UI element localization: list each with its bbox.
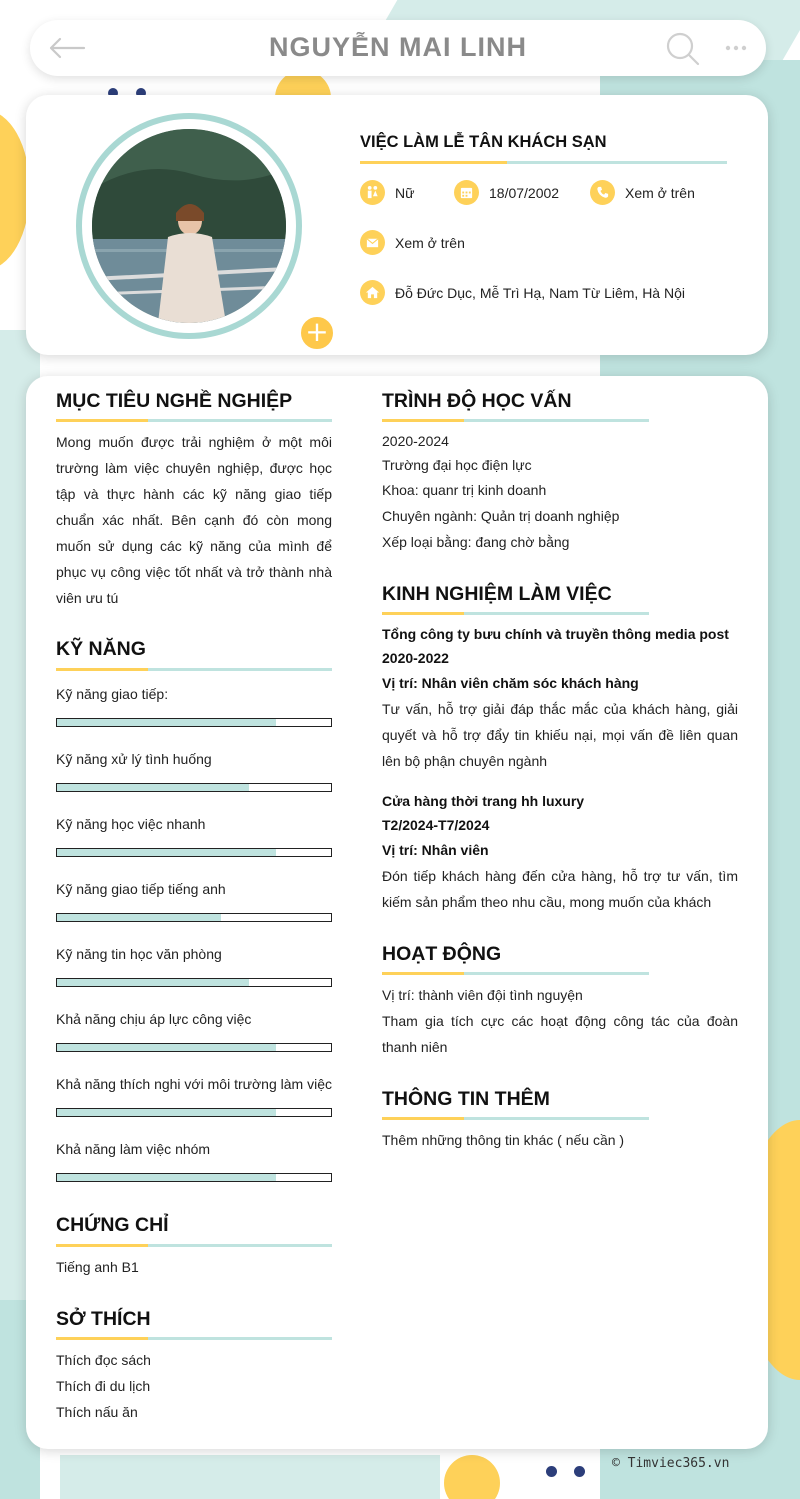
- job-company: Cửa hàng thời trang hh luxury: [382, 793, 585, 809]
- header-bar: [30, 20, 766, 76]
- email-value: Xem ở trên: [395, 234, 465, 251]
- skill-level-bar: [56, 1173, 332, 1182]
- education-underline: [382, 419, 649, 422]
- home-icon: [360, 280, 385, 305]
- hobby-item: Thích nấu ăn: [56, 1404, 138, 1420]
- email-field: [360, 230, 465, 255]
- skills-underline: [56, 668, 332, 671]
- certificate-item: Tiếng anh B1: [56, 1259, 139, 1275]
- site-brand: © Timviec365.vn: [612, 1456, 730, 1471]
- skill-label: Khả năng thích nghi với môi trường làm việc: [56, 1076, 332, 1092]
- activity-position: Vị trí: thành viên đội tình nguyện: [382, 987, 583, 1003]
- candidate-name: NGUYỄN MAI LINH: [269, 32, 527, 62]
- education-period: 2020-2024: [382, 433, 449, 449]
- skill-level-fill: [57, 719, 276, 726]
- gender-icon: [360, 180, 385, 205]
- phone-value: Xem ở trên: [625, 184, 695, 201]
- objective-text: Mong muốn được trải nghiệm ở một môi trường làm việc chuyên nghiệp, được học tập và thực hành các kỹ năng giao tiếp chuẩn xác nhất. Bên cạnh đó còn mong muốn sử dụng các kỹ năng của mình để phục vụ công việc tốt nhất và trở thành nhà viên ưu tú: [56, 434, 332, 606]
- phone-icon: [590, 180, 615, 205]
- hobby-item: Thích đi du lịch: [56, 1378, 151, 1394]
- skill-level-fill: [57, 1109, 276, 1116]
- skill-label: Kỹ năng tin học văn phòng: [56, 946, 222, 962]
- skill-label: Khả năng chịu áp lực công việc: [56, 1011, 252, 1027]
- additional-info-text: Thêm những thông tin khác ( nếu cần ): [382, 1132, 625, 1148]
- skill-level-bar: [56, 783, 332, 792]
- avatar-frame: [76, 113, 329, 348]
- phone-field: [590, 180, 695, 205]
- certificates-underline: [56, 1244, 332, 1247]
- experience-underline: [382, 612, 649, 615]
- job-description: Đón tiếp khách hàng đến cửa hàng, hỗ trợ tư vấn, tìm kiếm sản phẩm theo nhu cầu, mong muốn của khách: [382, 868, 738, 910]
- activity-description: Tham gia tích cực các hoạt động công tác của đoàn thanh niên: [382, 1013, 738, 1055]
- skill-level-bar: [56, 1043, 332, 1052]
- birthday-field: [454, 180, 559, 205]
- resume-body-card: [26, 376, 768, 1449]
- skill-level-fill: [57, 914, 221, 921]
- education-major: Chuyên ngành: Quản trị doanh nghiệp: [382, 508, 620, 524]
- skill-level-fill: [57, 979, 249, 986]
- add-photo-button[interactable]: +: [299, 315, 335, 351]
- activities-underline: [382, 972, 649, 975]
- search-icon[interactable]: [666, 32, 700, 66]
- job-title-underline: [360, 161, 727, 164]
- job-company: Tổng công ty bưu chính và truyền thông media post: [382, 626, 729, 642]
- birthday-value: 18/07/2002: [489, 184, 560, 201]
- hobbies-title: SỞ THÍCH: [56, 1308, 151, 1330]
- skill-label: Kỹ năng học việc nhanh: [56, 816, 206, 832]
- hobbies-underline: [56, 1337, 332, 1340]
- skill-level-fill: [57, 1044, 276, 1051]
- skill-level-fill: [57, 784, 249, 791]
- skills-title: KỸ NĂNG: [56, 638, 146, 660]
- skill-label: Khả năng làm việc nhóm: [56, 1141, 211, 1157]
- objective-title: MỤC TIÊU NGHỀ NGHIỆP: [56, 390, 293, 412]
- additional-info-title: THÔNG TIN THÊM: [382, 1088, 550, 1110]
- education-faculty: Khoa: quanr trị kinh doanh: [382, 482, 547, 498]
- avatar: [92, 129, 286, 323]
- calendar-icon: [454, 180, 479, 205]
- address-value: Đỗ Đức Dục, Mễ Trì Hạ, Nam Từ Liêm, Hà Nội: [395, 284, 685, 301]
- education-title: TRÌNH ĐỘ HỌC VẤN: [382, 390, 572, 412]
- education-school: Trường đại học điện lực: [382, 457, 532, 473]
- gender-field: [360, 180, 414, 205]
- skill-label: Kỹ năng giao tiếp:: [56, 686, 169, 702]
- job-description: Tư vấn, hỗ trợ giải đáp thắc mắc của khách hàng, giải quyết và hỗ trợ đẩy tin khiếu nại, mọi vấn đề liên quan lên bộ phận chuyên ngành: [382, 701, 738, 769]
- objective-underline: [56, 419, 332, 422]
- more-dots-icon[interactable]: [724, 38, 748, 58]
- address-field: [360, 280, 685, 305]
- skill-level-bar: [56, 913, 332, 922]
- job-title: VIỆC LÀM LỄ TÂN KHÁCH SẠN: [360, 133, 607, 151]
- job-position: Vị trí: Nhân viên: [382, 842, 489, 858]
- skill-label: Kỹ năng xử lý tình huống: [56, 751, 212, 767]
- hobby-item: Thích đọc sách: [56, 1352, 151, 1368]
- skill-level-bar: [56, 718, 332, 727]
- skill-level-bar: [56, 978, 332, 987]
- skill-label: Kỹ năng giao tiếp tiếng anh: [56, 881, 226, 897]
- job-period: T2/2024-T7/2024: [382, 817, 490, 833]
- additional-info-underline: [382, 1117, 649, 1120]
- skill-level-bar: [56, 1108, 332, 1117]
- gender-value: Nữ: [395, 184, 415, 201]
- certificates-title: CHỨNG CHỈ: [56, 1214, 169, 1236]
- job-position: Vị trí: Nhân viên chăm sóc khách hàng: [382, 675, 639, 691]
- education-grade: Xếp loại bằng: đang chờ bằng: [382, 534, 570, 550]
- profile-card: [26, 95, 768, 355]
- experience-title: KINH NGHIỆM LÀM VIỆC: [382, 583, 612, 605]
- skill-level-fill: [57, 849, 276, 856]
- activities-title: HOẠT ĐỘNG: [382, 943, 502, 965]
- mail-icon: [360, 230, 385, 255]
- skill-level-fill: [57, 1174, 276, 1181]
- skill-level-bar: [56, 848, 332, 857]
- job-period: 2020-2022: [382, 650, 449, 666]
